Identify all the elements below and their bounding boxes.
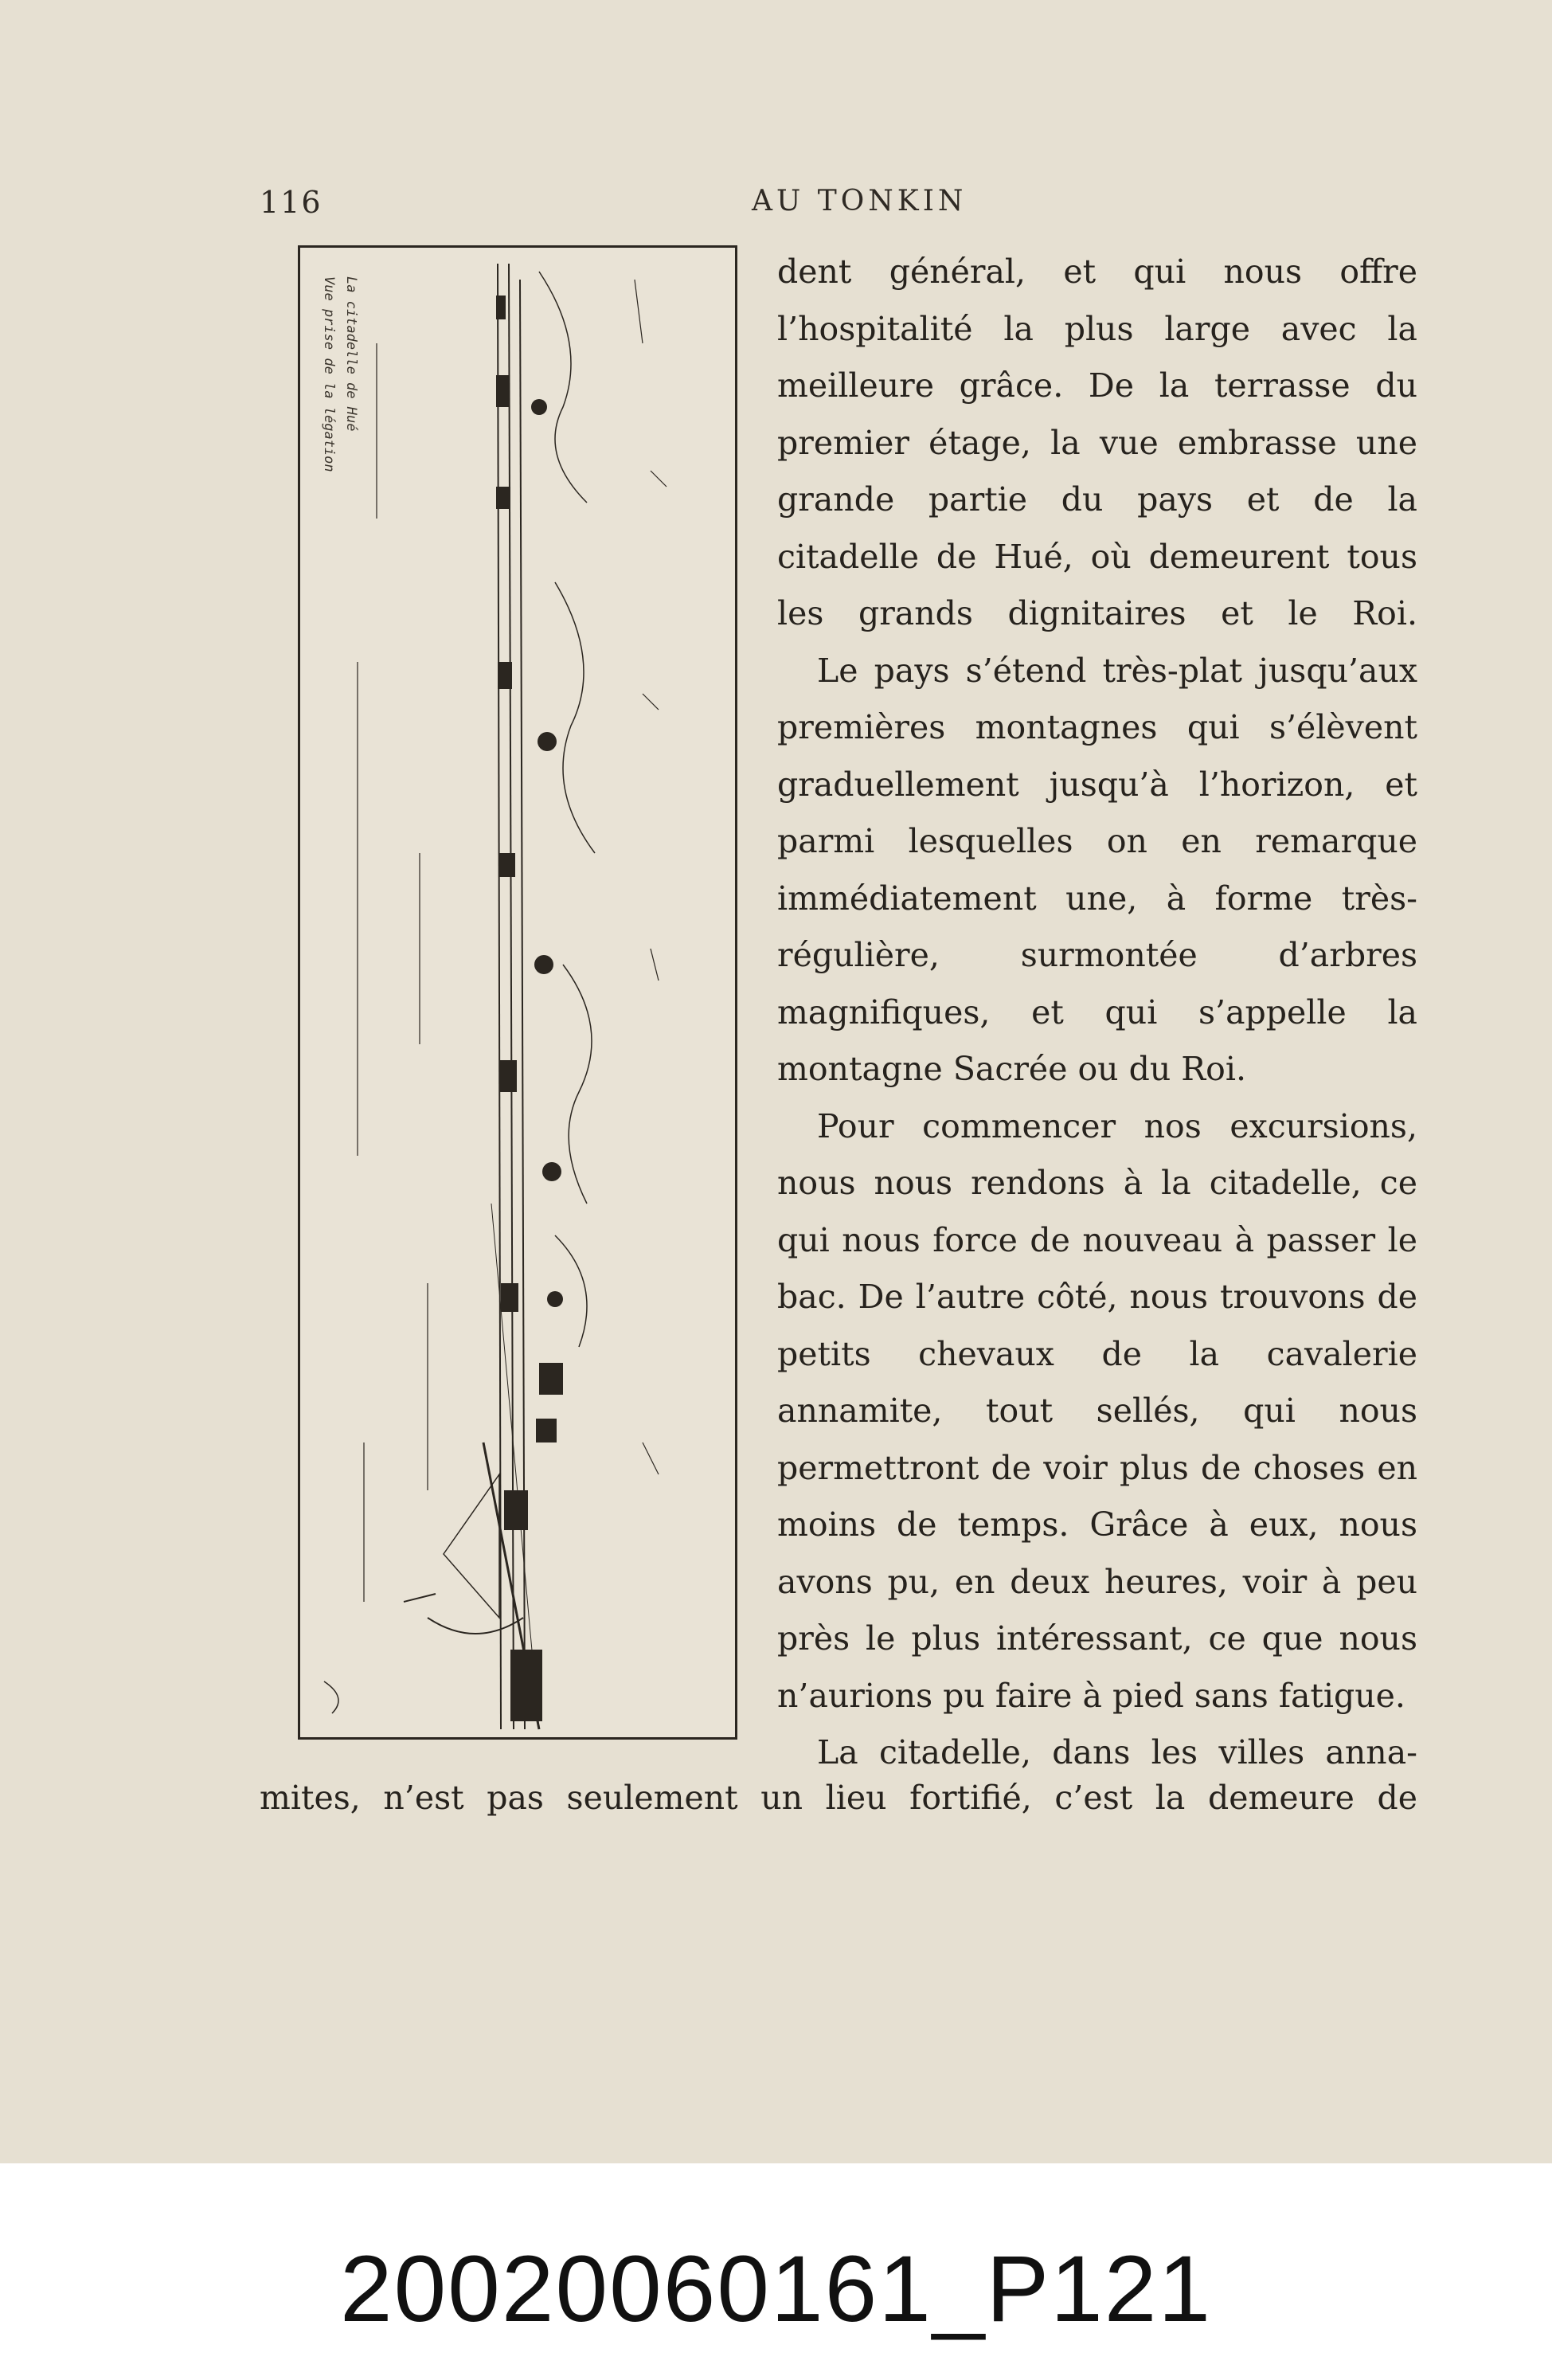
paragraph-4: La citadelle, dans les villes anna- bbox=[817, 1733, 1417, 1771]
running-head: AU TONKIN bbox=[752, 185, 968, 217]
sketch-caption bbox=[318, 276, 362, 472]
paragraph-2: Le pays s’étend très-plat jusqu’aux premières montagnes qui s’élèvent graduellement jusqu’à l’horizon, et parmi lesquelles on en remarque immédiatement une, à forme très-régulière, surmontée d’arbres magnifiques, et qui s’appelle la montagne Sacrée ou du Roi. bbox=[777, 651, 1417, 1088]
caption-line-1: La citadelle de Hué bbox=[343, 276, 359, 432]
paragraph-3: Pour commencer nos excursions, nous nous rendons à la citadelle, ce qui nous force de nouveau à passer le bac. De l’autre côté, nous trouvons de petits chevaux de la cavalerie annamite, tout sellés, qui nous permettront de voir plus de choses en moins de temps. Grâce à eux, nous avons pu, en deux heures, voir à peu près le plus intéressant, ce que nous n’aurions pu faire à pied sans fatigue. bbox=[777, 1106, 1417, 1715]
citadel-sketch-illustration bbox=[298, 245, 737, 1740]
text-column bbox=[777, 244, 1417, 1782]
paragraph-1: dent général, et qui nous offre l’hospitalité la plus large avec la meilleure grâce. De la terrasse du premier étage, la vue embrasse une grande partie du pays et de la citadelle de Hué, où demeurent tous les grands dignitaires et le Roi. bbox=[777, 252, 1417, 632]
caption-line-2: Vue prise de la légation bbox=[321, 276, 337, 472]
full-width-line: mites, n’est pas seulement un lieu fortifié, c’est la demeure de bbox=[260, 1779, 1417, 1817]
archive-label: 20020060161_P121 bbox=[339, 2237, 1213, 2342]
page-number: 116 bbox=[260, 185, 323, 220]
sketch-drawing bbox=[300, 248, 735, 1737]
